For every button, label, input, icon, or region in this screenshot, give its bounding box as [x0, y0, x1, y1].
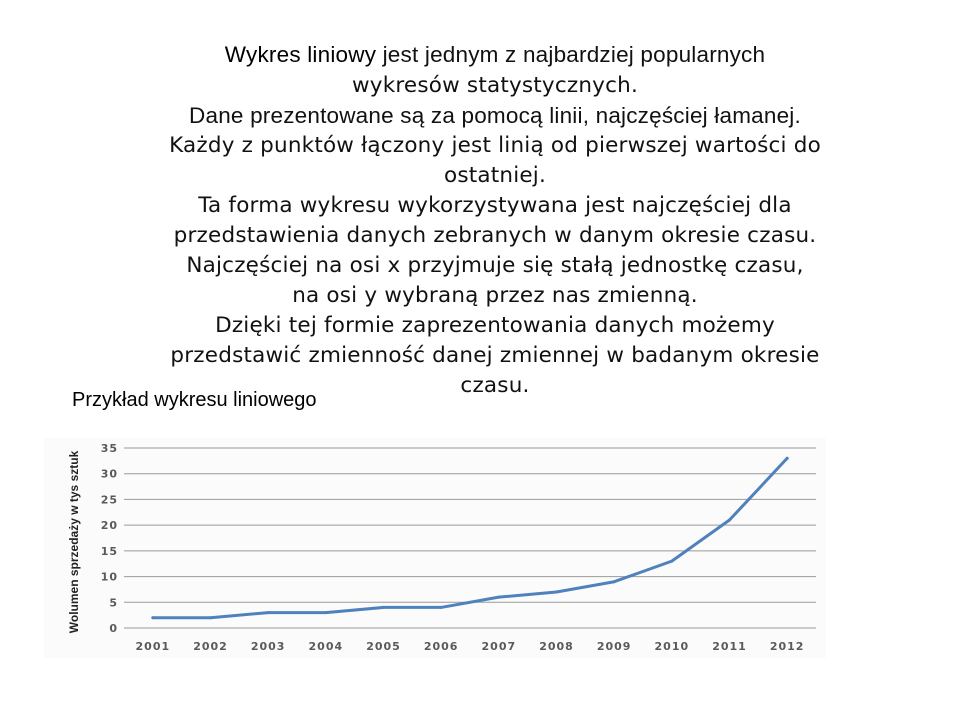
paragraph-line-9: na osi y wybraną przez nas zmienną. — [292, 283, 698, 308]
data-point-2012 — [786, 457, 789, 460]
paragraph-line-10: Dzięki tej formie zaprezentowania danych możemy — [215, 313, 775, 338]
paragraph-line-1 — [130, 40, 860, 71]
data-point-2008 — [555, 591, 558, 594]
highlighted-term: Wykres liniowy — [224, 42, 377, 67]
paragraph-line-12: czasu. — [460, 373, 530, 398]
line-chart-svg — [44, 438, 826, 658]
y-tick-label: 30 — [100, 467, 118, 481]
x-tick-label: 2002 — [193, 640, 228, 653]
paragraph-line-1-rest: jest jednym z najbardziej popularnych — [376, 42, 766, 67]
x-tick-label: 2007 — [481, 640, 517, 653]
line-chart — [44, 438, 826, 658]
x-tick-label: 2004 — [308, 640, 344, 653]
paragraph-line-5: ostatniej. — [443, 163, 547, 188]
series-line — [153, 458, 787, 617]
series — [151, 457, 788, 619]
y-tick-label: 20 — [100, 519, 118, 533]
data-point-2007 — [497, 596, 500, 599]
x-tick-label: 2010 — [654, 640, 690, 653]
y-axis-title: Wolumen sprzedaży w tys sztuk — [67, 450, 81, 634]
data-point-2006 — [440, 606, 443, 609]
x-tick-label: 2001 — [135, 640, 171, 653]
example-caption: Przykład wykresu liniowego — [72, 389, 317, 411]
y-tick-label: 0 — [109, 622, 118, 635]
x-tick-label: 2006 — [423, 640, 459, 653]
paragraph-line-11: przedstawić zmienność danej zmiennej w badanym okresie — [170, 343, 820, 368]
data-point-2009 — [613, 580, 616, 583]
x-tick-label: 2012 — [769, 640, 805, 653]
paragraph-line-3: Dane prezentowane są za pomocą linii, najczęściej łamanej. — [189, 103, 801, 128]
x-tick-label: 2008 — [539, 640, 574, 653]
data-point-2011 — [728, 519, 731, 522]
x-axis-ticks — [136, 640, 805, 653]
y-axis-ticks — [101, 442, 118, 635]
x-tick-label: 2003 — [250, 640, 286, 653]
paragraph-line-6: Ta forma wykresu wykorzystywana jest najczęściej dla — [198, 193, 792, 218]
data-point-2010 — [670, 560, 673, 563]
data-point-2001 — [151, 616, 154, 619]
y-tick-label: 10 — [100, 570, 118, 584]
paragraph-line-8: Najczęściej na osi x przyjmuje się stałą jednostkę czasu, — [186, 253, 804, 278]
y-tick-label: 15 — [100, 544, 118, 558]
slide-paragraph — [130, 40, 860, 401]
paragraph-line-2: wykresów statystycznych. — [352, 73, 638, 98]
x-tick-label: 2011 — [712, 640, 747, 653]
data-point-2002 — [209, 616, 212, 619]
paragraph-line-4: Każdy z punktów łączony jest linią od pierwszej wartości do — [169, 133, 821, 158]
x-tick-label: 2009 — [596, 640, 632, 653]
y-tick-label: 35 — [100, 442, 118, 455]
y-tick-label: 25 — [100, 493, 118, 507]
paragraph-line-7: przedstawienia danych zebranych w danym okresie czasu. — [173, 223, 817, 248]
data-point-2004 — [324, 611, 327, 614]
y-tick-label: 5 — [109, 596, 118, 610]
x-tick-label: 2005 — [366, 640, 401, 653]
data-point-2003 — [267, 611, 270, 614]
data-point-2005 — [382, 606, 385, 609]
